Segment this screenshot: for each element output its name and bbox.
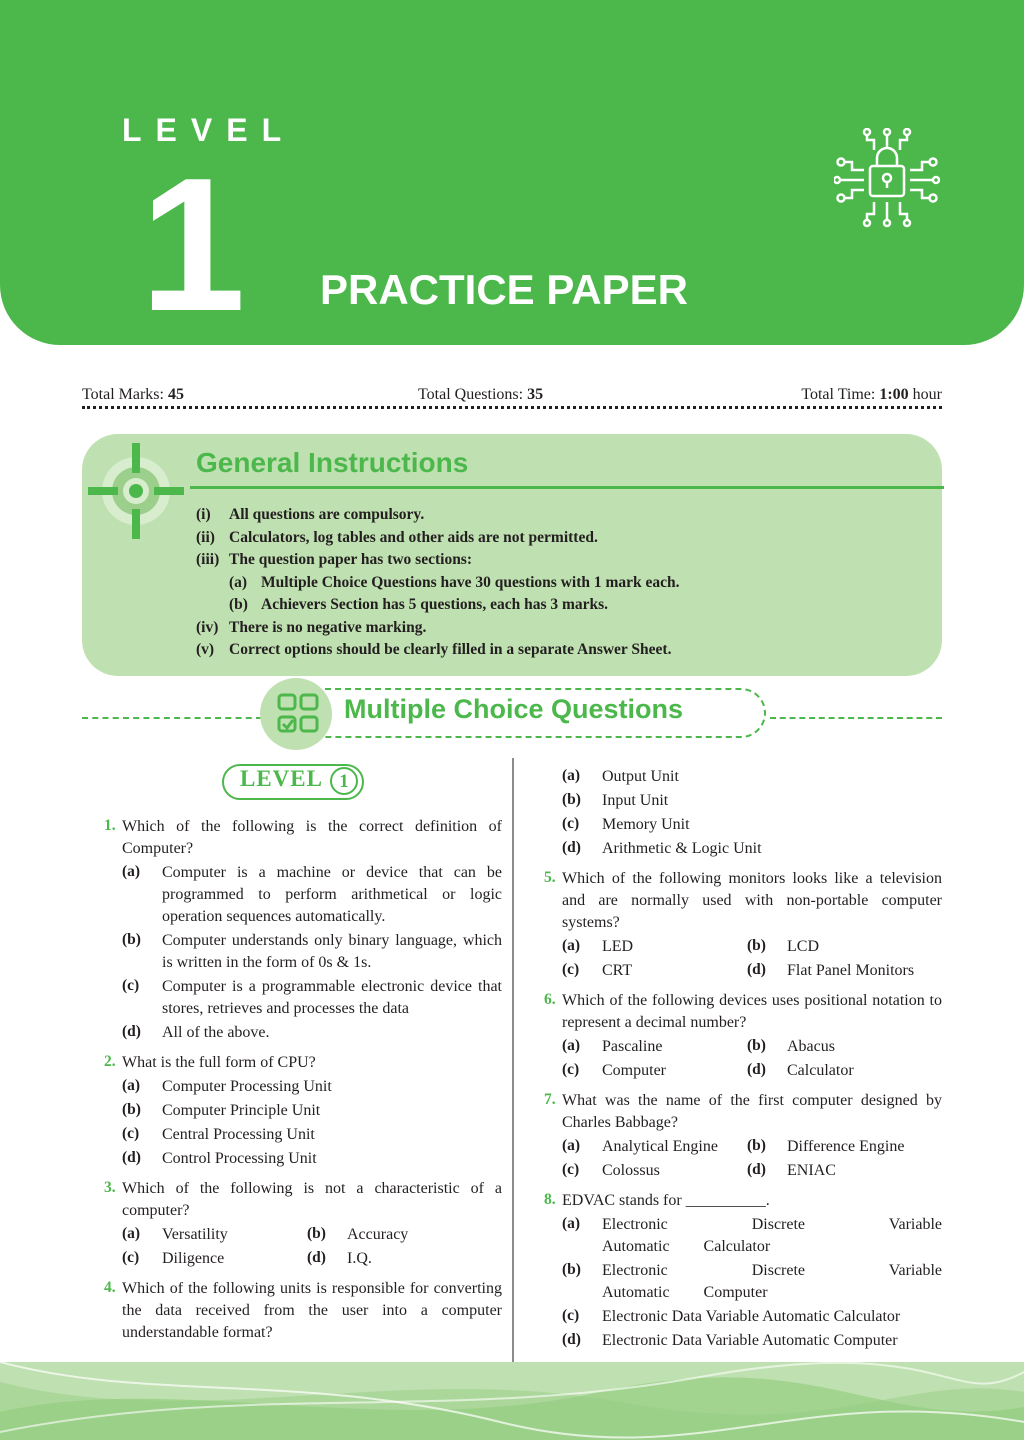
instruction-item: (i) All questions are compulsory. (196, 506, 425, 523)
instructions-list (196, 504, 936, 662)
option-text: Diligence (162, 1250, 225, 1267)
level-number: 1 (140, 139, 246, 351)
option-label: (c) (562, 961, 580, 978)
option-text: Control Processing Unit (162, 1150, 317, 1167)
question-number: 5. (544, 869, 556, 886)
option-label: (c) (122, 1249, 140, 1266)
option-text: Computer (602, 1062, 666, 1079)
option-label: (b) (122, 931, 141, 948)
option-text: Input Unit (602, 792, 669, 809)
option-text: Accuracy (347, 1226, 409, 1243)
question-number: 1. (104, 817, 116, 834)
option-text: Central Processing Unit (162, 1126, 315, 1143)
section-dash-left (82, 717, 262, 719)
option-label: (a) (562, 1215, 581, 1232)
section-dash-right (770, 717, 942, 719)
instructions-title: General Instructions (196, 447, 469, 478)
option-text: Computer Processing Unit (162, 1078, 332, 1095)
instruction-item: (v) Correct options should be clearly filled in a separate Answer Sheet. (196, 641, 672, 658)
option-label: (b) (747, 1137, 766, 1154)
option-text: Analytical Engine (602, 1138, 718, 1155)
option-label: (c) (562, 1061, 580, 1078)
option-label: (a) (562, 937, 581, 954)
option-text: Computer is a machine or device that can be programmed to perform arithmetical or logic operation sequences automatically. (162, 864, 502, 925)
instruction-item: (ii) Calculators, log tables and other aids are not permitted. (196, 528, 598, 546)
question-text: EDVAC stands for __________. (562, 1192, 770, 1209)
option-text: Arithmetic & Logic Unit (602, 840, 762, 857)
total-time: Total Time: 1:00 hour (801, 386, 942, 403)
total-marks: Total Marks: 45 (82, 386, 184, 403)
option-label: (c) (562, 1161, 580, 1178)
option-label: (d) (307, 1249, 326, 1266)
page-title: PRACTICE PAPER (320, 266, 688, 313)
question-text: Which of the following devices uses positional notation to represent a decimal number? (562, 992, 942, 1031)
option-label: (a) (562, 1037, 581, 1054)
option-label: (a) (122, 1225, 141, 1242)
option-text: Computer understands only binary language, which is written in the form of 0s & 1s. (162, 932, 502, 971)
option-text: Computer Principle Unit (162, 1102, 321, 1119)
option-text: Flat Panel Monitors (787, 962, 915, 979)
level-badge-number: 1 (330, 767, 358, 795)
option-text: LED (602, 938, 634, 955)
option-label: (c) (562, 1307, 580, 1324)
option-text: Abacus (787, 1038, 835, 1055)
option-text: CRT (602, 962, 633, 979)
dotted-divider (82, 406, 942, 409)
option-text: All of the above. (162, 1024, 270, 1041)
option-label: (c) (122, 977, 140, 994)
option-text: Difference Engine (787, 1138, 905, 1155)
question-text: Which of the following units is responsible for converting the data received from the user into a computer understandable format? (122, 1280, 502, 1341)
paper-meta (82, 386, 942, 408)
option-label: (c) (562, 815, 580, 832)
option-text: Output Unit (602, 768, 679, 785)
option-text: Colossus (602, 1162, 660, 1179)
option-text: Versatility (162, 1226, 228, 1243)
option-label: (b) (307, 1225, 326, 1242)
option-text: Computer is a programmable electronic device that stores, retrieves and processes the data (162, 978, 502, 1017)
checklist-grid-icon (276, 692, 320, 736)
option-label: (b) (562, 1261, 581, 1278)
option-text: LCD (787, 938, 819, 955)
question-number: 8. (544, 1191, 556, 1208)
option-label: (a) (562, 1137, 581, 1154)
option-text: I.Q. (347, 1250, 372, 1267)
option-label: (d) (747, 1061, 766, 1078)
section-title: Multiple Choice Questions (344, 694, 684, 724)
option-label: (d) (747, 1161, 766, 1178)
option-text: Electronic Discrete Variable Automatic Calculator (602, 1216, 942, 1255)
option-label: (d) (122, 1149, 141, 1166)
circuit-lock-icon (834, 128, 940, 228)
question-number: 3. (104, 1179, 116, 1196)
option-label: (a) (562, 767, 581, 784)
option-label: (b) (122, 1101, 141, 1118)
instruction-subitem: (b) Achievers Section has 5 questions, each has 3 marks. (229, 596, 609, 613)
question-text: What is the full form of CPU? (122, 1054, 316, 1071)
option-label: (c) (122, 1125, 140, 1142)
question-number: 2. (104, 1053, 116, 1070)
option-text: Electronic Data Variable Automatic Calculator (602, 1308, 901, 1325)
option-label: (d) (562, 1331, 581, 1348)
question-text: What was the name of the first computer designed by Charles Babbage? (562, 1092, 942, 1131)
column-divider (512, 758, 514, 1362)
option-text: Pascaline (602, 1038, 663, 1055)
option-text: Calculator (787, 1062, 854, 1079)
option-label: (a) (122, 1077, 141, 1094)
footer-wave-band (0, 1362, 1024, 1440)
option-label: (b) (747, 937, 766, 954)
total-questions: Total Questions: 35 (418, 386, 544, 403)
question-text: Which of the following monitors looks like a television and are normally used with non-portable computer systems? (562, 870, 942, 931)
option-label: (a) (122, 863, 141, 880)
option-label: (d) (122, 1023, 141, 1040)
question-number: 7. (544, 1091, 556, 1108)
option-label: (b) (747, 1037, 766, 1054)
option-text: Electronic Data Variable Automatic Computer (602, 1332, 898, 1349)
instruction-item: (iv) There is no negative marking. (196, 618, 427, 636)
option-text: ENIAC (787, 1162, 836, 1179)
instruction-subitem: (a) Multiple Choice Questions have 30 questions with 1 mark each. (229, 573, 680, 591)
level-badge-label: LEVEL (240, 766, 323, 791)
level-word: LEVEL (122, 112, 296, 148)
option-text: Electronic Discrete Variable Automatic Computer (602, 1262, 942, 1301)
option-text: Memory Unit (602, 816, 690, 833)
option-label: (d) (747, 961, 766, 978)
option-label: (d) (562, 839, 581, 856)
question-text: Which of the following is the correct definition of Computer? (122, 818, 502, 857)
question-text: Which of the following is not a characteristic of a computer? (122, 1180, 502, 1219)
question-number: 6. (544, 991, 556, 1008)
option-label: (b) (562, 791, 581, 808)
question-number: 4. (104, 1279, 116, 1296)
instruction-item: (iii) The question paper has two sections: (196, 551, 473, 568)
target-icon (88, 443, 184, 539)
instructions-rule (190, 486, 944, 489)
